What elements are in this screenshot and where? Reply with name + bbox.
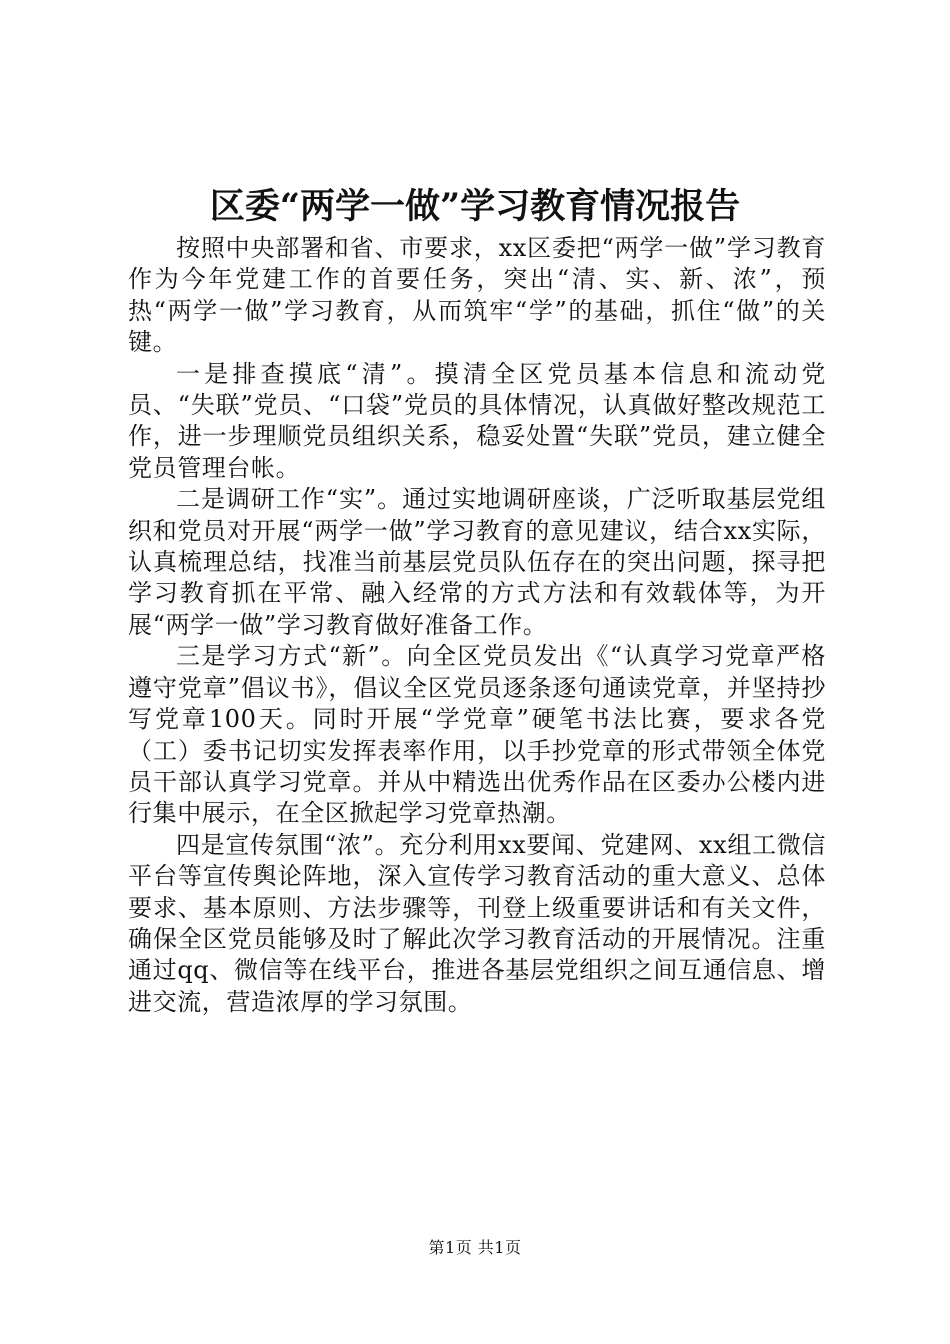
document-body [128,233,826,1018]
body-paragraph-2: 二是调研工作“实”。通过实地调研座谈，广泛听取基层党组织和党员对开展“两学一做”学习教育的意见建议，结合xx实际，认真梳理总结，找准当前基层党员队伍存在的突出问题，探寻把学习教育抓在平常、融入经常的方式方法和有效载体等，为开展“两学一做”学习教育做好准备工作。 [128,485,826,639]
body-paragraph-3: 三是学习方式“新”。向全区党员发出《“认真学习党章严格遵守党章”倡议书》，倡议全区党员逐条逐句通读党章，并坚持抄写党章100天。同时开展“学党章”硬笔书法比赛，要求各党（工）委书记切实发挥表率作用，以手抄党章的形式带领全体党员干部认真学习党章。并从中精选出优秀作品在区委办公楼内进行集中展示，在全区掀起学习党章热潮。 [128,642,826,828]
page-number-footer: 第1页 共1页 [428,1238,522,1257]
body-paragraph-1: 一是排查摸底“清”。摸清全区党员基本信息和流动党员、“失联”党员、“口袋”党员的具体情况，认真做好整改规范工作，进一步理顺党员组织关系，稳妥处置“失联”党员，建立健全党员管理台帐。 [128,359,826,482]
document-title: 区委“两学一做”学习教育情况报告 [209,186,741,227]
body-paragraph-4: 四是宣传氛围“浓”。充分利用xx要闻、党建网、xx组工微信平台等宣传舆论阵地，深入宣传学习教育活动的重大意义、总体要求、基本原则、方法步骤等，刊登上级重要讲话和有关文件，确保全区党员能够及时了解此次学习教育活动的开展情况。注重通过qq、微信等在线平台，推进各基层党组织之间互通信息、增进交流，营造浓厚的学习氛围。 [128,830,826,1016]
body-paragraph-intro: 按照中央部署和省、市要求，xx区委把“两学一做”学习教育作为今年党建工作的首要任务，突出“清、实、新、浓”，预热“两学一做”学习教育，从而筑牢“学”的基础，抓住“做”的关键。 [128,234,826,357]
